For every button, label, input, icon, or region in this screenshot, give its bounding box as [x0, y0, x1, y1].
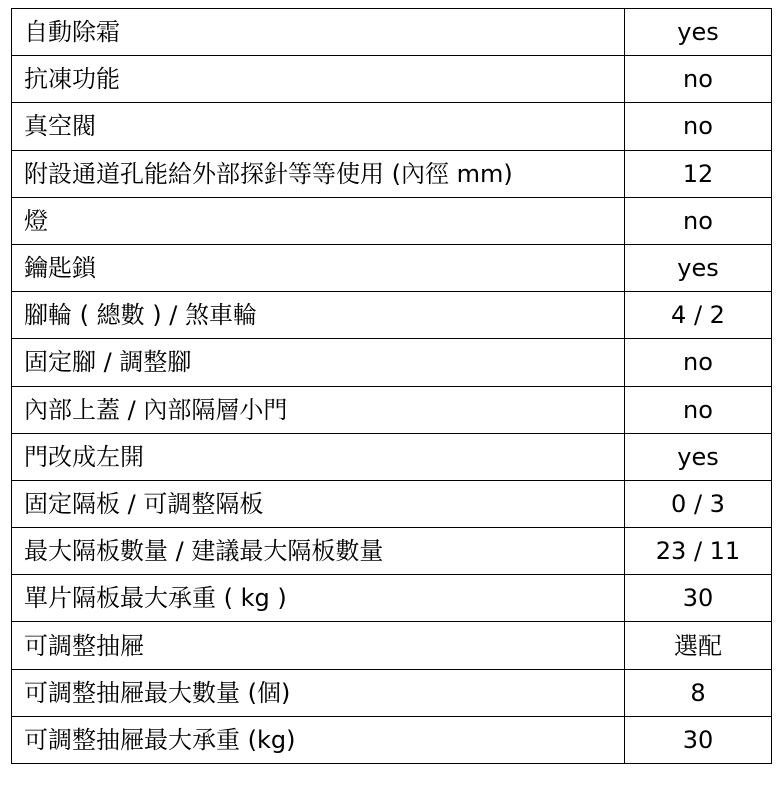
row-value: yes: [625, 244, 772, 291]
row-label: 固定腳 / 調整腳: [12, 339, 625, 386]
table-row: [12, 386, 772, 433]
row-value: yes: [625, 433, 772, 480]
row-label: 可調整抽屜: [12, 622, 625, 669]
row-value: 8: [625, 669, 772, 716]
row-label: 門改成左開: [12, 433, 625, 480]
row-value: 選配: [625, 622, 772, 669]
row-value: yes: [625, 9, 772, 56]
table-row: [12, 244, 772, 291]
row-value: 23 / 11: [625, 528, 772, 575]
row-value: no: [625, 197, 772, 244]
row-label: 鑰匙鎖: [12, 244, 625, 291]
table-row: [12, 56, 772, 103]
row-label: 固定隔板 / 可調整隔板: [12, 480, 625, 527]
table-row: [12, 575, 772, 622]
table-row: [12, 339, 772, 386]
table-row: [12, 197, 772, 244]
row-label: 內部上蓋 / 內部隔層小門: [12, 386, 625, 433]
row-value: no: [625, 386, 772, 433]
table-row: [12, 622, 772, 669]
row-label: 抗凍功能: [12, 56, 625, 103]
table-row: [12, 292, 772, 339]
row-label: 自動除霜: [12, 9, 625, 56]
row-value: 12: [625, 150, 772, 197]
row-label: 單片隔板最大承重 ( kg ): [12, 575, 625, 622]
row-label: 最大隔板數量 / 建議最大隔板數量: [12, 528, 625, 575]
table-row: [12, 716, 772, 763]
table-row: [12, 669, 772, 716]
row-value: no: [625, 339, 772, 386]
row-value: no: [625, 103, 772, 150]
table-row: [12, 150, 772, 197]
row-label: 真空閥: [12, 103, 625, 150]
row-value: no: [625, 56, 772, 103]
table-row: [12, 480, 772, 527]
row-value: 4 / 2: [625, 292, 772, 339]
row-value: 30: [625, 716, 772, 763]
table-row: [12, 433, 772, 480]
row-label: 腳輪 ( 總數 ) / 煞車輪: [12, 292, 625, 339]
spec-table: [11, 8, 772, 764]
row-label: 可調整抽屜最大數量 (個): [12, 669, 625, 716]
row-label: 附設通道孔能給外部探針等等使用 (內徑 mm): [12, 150, 625, 197]
row-label: 可調整抽屜最大承重 (kg): [12, 716, 625, 763]
row-value: 30: [625, 575, 772, 622]
table-row: [12, 528, 772, 575]
table-row: [12, 103, 772, 150]
table-row: [12, 9, 772, 56]
row-value: 0 / 3: [625, 480, 772, 527]
row-label: 燈: [12, 197, 625, 244]
